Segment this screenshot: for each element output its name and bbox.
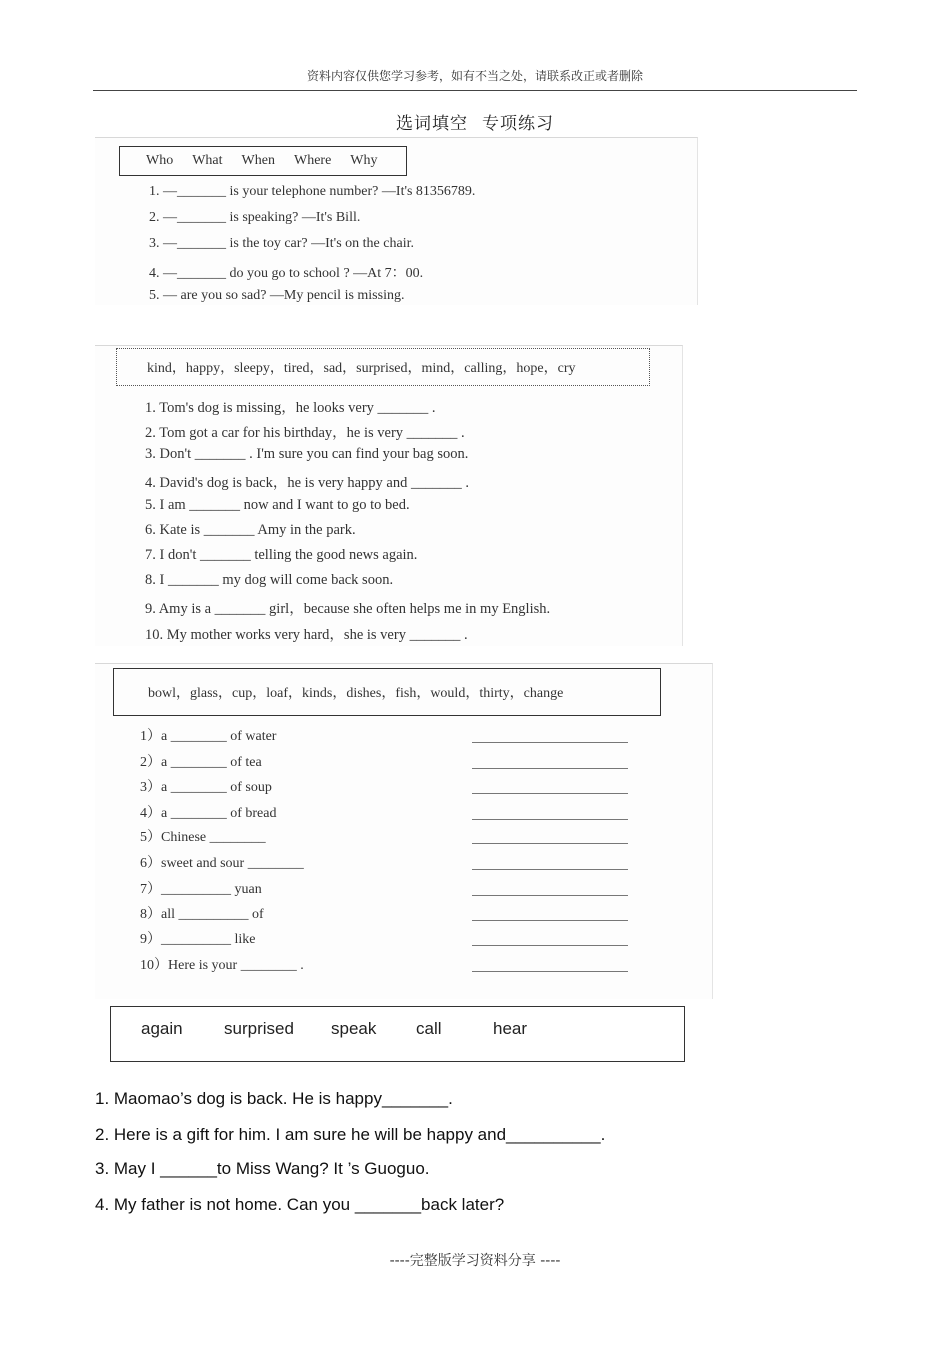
title-part1: 选词填空 xyxy=(396,114,468,134)
section-3-word-bank: bowl，glass，cup，loaf，kinds，dishes，fish，would，thirty，change xyxy=(113,668,661,716)
section-1-panel xyxy=(95,137,698,305)
word-bank-item: What xyxy=(192,153,223,168)
answer-line xyxy=(472,895,628,896)
question-item: 4. —_______ do you go to school ? —At 7：00. xyxy=(149,266,424,281)
question-item: 10. My mother works very hard，she is very _______ . xyxy=(145,627,468,643)
question-item: 6. Kate is _______ Amy in the park. xyxy=(145,522,356,538)
question-item: 3. May I ______to Miss Wang? It ’s Guoguo. xyxy=(95,1159,430,1178)
question-item: 3）a ________ of soup xyxy=(140,780,272,795)
question-item: 2. Here is a gift for him. I am sure he will be happy and__________. xyxy=(95,1125,606,1144)
footer-note: ----完整版学习资料分享 ---- xyxy=(389,1253,561,1269)
section-2-panel xyxy=(95,345,683,646)
word-bank-item: Who xyxy=(146,153,174,168)
word-bank-item: When xyxy=(241,153,275,168)
question-item: 1. Maomao’s dog is back. He is happy_______. xyxy=(95,1089,453,1108)
question-item: 2. —_______ is speaking? —It's Bill. xyxy=(149,210,361,225)
question-item: 9）__________ like xyxy=(140,932,256,947)
question-item: 7）__________ yuan xyxy=(140,882,262,897)
question-item: 1. —_______ is your telephone number? —It's 81356789. xyxy=(149,184,476,199)
question-item: 1. Tom's dog is missing，he looks very _______ . xyxy=(145,400,436,416)
question-item: 5. I am _______ now and I want to go to bed. xyxy=(145,497,410,513)
answer-line xyxy=(472,843,628,844)
title-part2: 专项练习 xyxy=(482,114,554,134)
question-item: 8. I _______ my dog will come back soon. xyxy=(145,572,394,588)
question-item: 6）sweet and sour ________ xyxy=(140,856,304,871)
word-bank-item: Where xyxy=(293,153,332,168)
question-item: 8）all __________ of xyxy=(140,907,264,922)
question-item: 5. — are you so sad? —My pencil is missing. xyxy=(149,288,405,303)
question-item: 3. Don't _______ . I'm sure you can find your bag soon. xyxy=(145,446,469,462)
section-4-word-bank xyxy=(110,1006,685,1062)
question-item: 5）Chinese ________ xyxy=(140,830,266,845)
answer-line xyxy=(472,819,628,820)
answer-line xyxy=(472,768,628,769)
answer-line xyxy=(472,945,628,946)
answer-line xyxy=(472,793,628,794)
question-item: 2. Tom got a car for his birthday，he is very _______ . xyxy=(145,425,465,441)
question-item: 3. —_______ is the toy car? —It's on the chair. xyxy=(149,236,414,251)
question-item: 7. I don't _______ telling the good news again. xyxy=(145,547,418,563)
word-bank-item: again xyxy=(141,1019,183,1038)
word-bank-item: speak xyxy=(331,1019,377,1038)
section-1-word-bank xyxy=(119,146,407,176)
section-2-word-bank: kind，happy，sleepy，tired，sad，surprised，mind，calling，hope，cry xyxy=(116,348,650,386)
header-note: 资料内容仅供您学习参考，如有不当之处，请联系改正或者删除 xyxy=(306,69,643,83)
question-item: 10）Here is your ________ . xyxy=(140,958,304,973)
word-bank-item: hear xyxy=(493,1019,528,1038)
word-bank-item: surprised xyxy=(224,1019,294,1038)
question-item: 4）a ________ of bread xyxy=(140,806,277,821)
word-bank-item: call xyxy=(416,1019,442,1038)
section-3-panel xyxy=(95,663,713,999)
answer-line xyxy=(472,742,628,743)
answer-line xyxy=(472,920,628,921)
question-item: 4. David's dog is back，he is very happy and _______ . xyxy=(145,475,469,491)
header-rule xyxy=(93,90,857,91)
question-item: 9. Amy is a _______ girl，because she often helps me in my English. xyxy=(145,601,551,617)
page-title xyxy=(0,109,950,134)
answer-line xyxy=(472,869,628,870)
question-item: 2）a ________ of tea xyxy=(140,755,262,770)
word-bank-item: Why xyxy=(350,153,378,168)
question-item: 1）a ________ of water xyxy=(140,729,277,744)
question-item: 4. My father is not home. Can you _______back later? xyxy=(95,1195,505,1214)
answer-line xyxy=(472,971,628,972)
